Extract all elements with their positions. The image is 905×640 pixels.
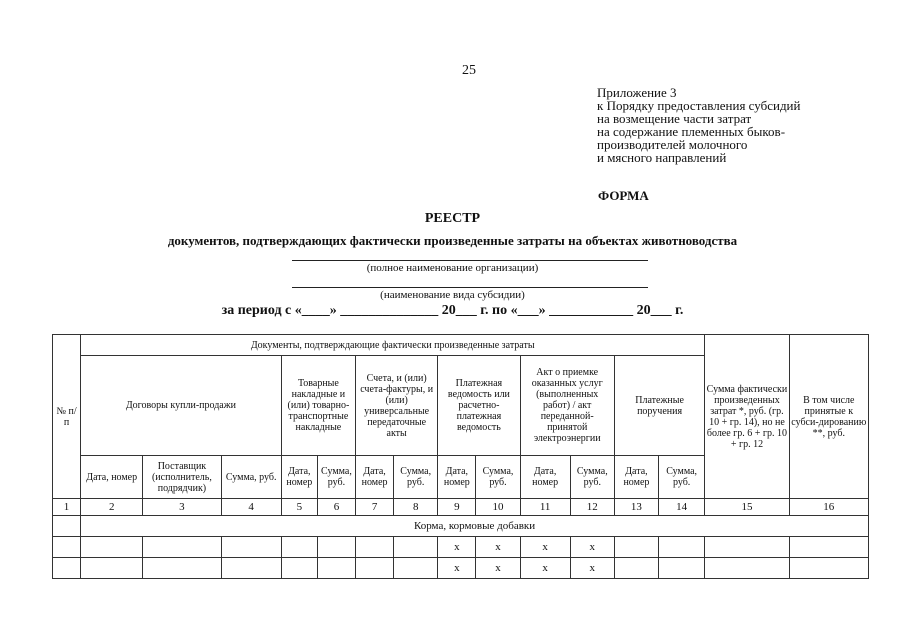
column-number: 14 [659,499,705,516]
table-cell[interactable] [705,537,789,558]
table-cell[interactable] [356,558,394,579]
column-number: 7 [356,499,394,516]
header-invoices: Счета, и (или) счета-фактуры, и (или) универсальные передаточные акты [356,356,438,456]
column-number: 2 [81,499,143,516]
header-act-date: Дата, номер [520,456,570,499]
table-cell[interactable] [317,558,355,579]
table-cell[interactable]: x [570,558,614,579]
header-payroll: Платежная ведомость или расчетно-платежная ведомость [438,356,520,456]
column-number: 13 [614,499,658,516]
header-documents-group: Документы, подтверждающие фактически произведенные затраты [81,335,705,356]
table-row [53,537,869,558]
header-contracts: Договоры купли-продажи [81,356,282,456]
table-cell[interactable] [614,558,658,579]
header-row-number: № п/п [53,335,81,499]
document-subtitle: документов, подтверждающих фактически произведенные затраты на объектах животноводства [167,233,738,248]
column-number: 6 [317,499,355,516]
appendix-line: на возмещение части затрат [597,111,752,126]
appendix-line: на содержание племенных быков- [597,124,786,139]
column-number: 3 [143,499,221,516]
table-cell[interactable] [659,537,705,558]
table-cell[interactable]: x [476,558,520,579]
column-number: 16 [789,499,868,516]
header-acceptance-acts: Акт о приемке оказанных услуг (выполненных работ) / акт переданной-принятой электроэнергии [520,356,614,456]
form-label: ФОРМА [598,188,649,203]
header-actual-costs: Сумма фактически произведенных затрат *, руб. (гр. 10 + гр. 14), но не более гр. 6 + гр. 10 + гр. 12 [705,335,789,499]
section-title: Корма, кормовые добавки [81,516,869,537]
column-number: 4 [221,499,281,516]
header-payment-orders: Платежные поручения [614,356,704,456]
appendix-note [597,86,800,164]
table-cell[interactable] [53,558,81,579]
org-name-caption: (полное наименование организации) [366,262,539,274]
table-cell[interactable] [221,558,281,579]
subsidy-type-line [292,287,648,288]
header-invoice-date: Дата, номер [356,456,394,499]
appendix-line: к Порядку предоставления субсидий [597,98,801,113]
column-number: 9 [438,499,476,516]
subsidy-type-caption: (наименование вида субсидии) [380,289,525,301]
column-number: 1 [53,499,81,516]
table-cell[interactable] [143,537,221,558]
appendix-line: и мясного направлений [597,150,727,165]
column-number: 15 [705,499,789,516]
table-cell[interactable] [394,537,438,558]
table-cell[interactable] [356,537,394,558]
column-number: 5 [281,499,317,516]
table-cell[interactable] [281,558,317,579]
header-waybills: Товарные накладные и (или) товарно-транспортные накладные [281,356,355,456]
column-number: 12 [570,499,614,516]
table-cell[interactable]: x [570,537,614,558]
period-line: за период с «____» ______________ 20___ г. по «___» ____________ 20___ г. [221,303,684,318]
page-number: 25 [462,63,476,78]
table-cell[interactable] [221,537,281,558]
table-cell[interactable]: x [476,537,520,558]
table-cell[interactable] [53,537,81,558]
table-cell[interactable] [789,537,868,558]
column-numbers-row [53,499,869,516]
table-cell[interactable] [394,558,438,579]
header-payroll-sum: Сумма, руб. [476,456,520,499]
registry-table [52,334,869,579]
table-cell[interactable] [81,537,143,558]
table-cell[interactable] [659,558,705,579]
header-invoice-sum: Сумма, руб. [394,456,438,499]
header-accepted-for-subsidy: В том числе принятые к субси-дированию **, руб. [789,335,868,499]
header-waybill-sum: Сумма, руб. [317,456,355,499]
table-cell[interactable]: x [520,558,570,579]
column-number: 11 [520,499,570,516]
header-supplier: Поставщик (исполнитель, подрядчик) [143,456,221,499]
document-title: РЕЕСТР [424,211,481,226]
section-row-number [53,516,81,537]
appendix-line: производителей молочного [597,137,748,152]
column-number: 10 [476,499,520,516]
header-payment-order-sum: Сумма, руб. [659,456,705,499]
header-payroll-date: Дата, номер [438,456,476,499]
header-act-sum: Сумма, руб. [570,456,614,499]
table-cell[interactable] [705,558,789,579]
table-cell[interactable]: x [438,558,476,579]
table-cell[interactable]: x [520,537,570,558]
table-cell[interactable] [143,558,221,579]
table-cell[interactable] [317,537,355,558]
header-payment-order-date: Дата, номер [614,456,658,499]
table-cell[interactable] [614,537,658,558]
table-cell[interactable] [81,558,143,579]
header-contract-date: Дата, номер [81,456,143,499]
table-cell[interactable]: x [438,537,476,558]
column-number: 8 [394,499,438,516]
header-contract-sum: Сумма, руб. [221,456,281,499]
appendix-line: Приложение 3 [597,85,677,100]
table-cell[interactable] [789,558,868,579]
table-cell[interactable] [281,537,317,558]
table-row [53,558,869,579]
header-waybill-date: Дата, номер [281,456,317,499]
org-name-line [292,260,648,261]
